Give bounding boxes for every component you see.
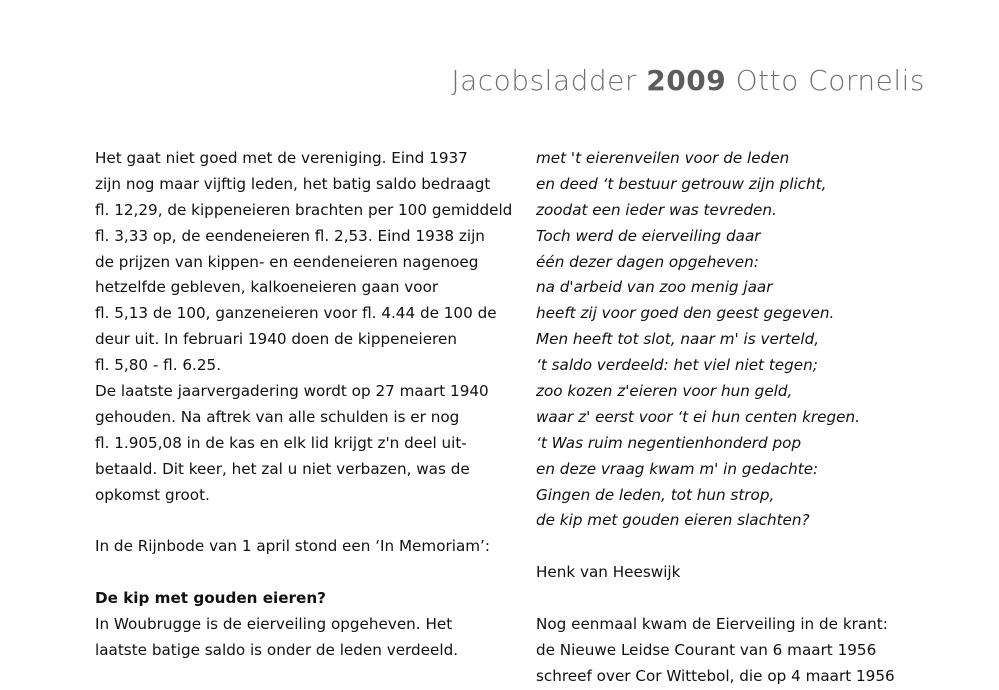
spacer (536, 534, 956, 560)
text-line: hetzelfde gebleven, kalkoeneieren gaan voor (95, 278, 439, 297)
spacer (95, 508, 495, 534)
text-line: betaald. Dit keer, het zal u niet verbazen, was de (95, 459, 470, 478)
poem-line: met 't eierenveilen voor de leden (536, 149, 790, 167)
poem-line: zoo kozen z'eieren voor hun geld, (536, 382, 793, 401)
poem-line: en deze vraag kwam m' in gedachte: (536, 459, 819, 478)
text-line: zijn nog maar vijftig leden, het batig saldo bedraagt (95, 174, 491, 193)
header-year: 2009 (646, 64, 727, 97)
paragraph-article (95, 612, 495, 664)
text-line: fl. 1.905,08 in de kas en elk lid krijgt z'n deel uit- (95, 433, 467, 452)
text-line: fl. 12,29, de kippeneieren brachten per 100 gemiddeld (95, 200, 513, 219)
text-line: In Woubrugge is de eierveiling opgeheven. Het (95, 615, 453, 634)
text-line: schreef over Cor Wittebol, die op 4 maart 1956 (536, 666, 895, 685)
poem-line: heeft zij voor goed den geest gegeven. (536, 304, 835, 323)
paragraph-newspaper (536, 612, 956, 690)
header-title: Jacobsladder (451, 64, 637, 97)
spacer (536, 586, 956, 612)
poem-signature: Henk van Heeswijk (536, 563, 681, 582)
poem-line: Men heeft tot slot, naar m' is verteld, (536, 330, 820, 349)
poem (536, 146, 956, 534)
poem-line: de kip met gouden eieren slachten? (536, 511, 810, 530)
article-heading: De kip met gouden eieren? (95, 589, 326, 608)
spacer (95, 560, 495, 586)
text-line: De laatste jaarvergadering wordt op 27 maart 1940 (95, 382, 489, 401)
text-line: Nog eenmaal kwam de Eierveiling in de krant: (536, 615, 888, 634)
page-header (451, 64, 925, 97)
text-line: opkomst groot. (95, 485, 210, 504)
poem-line: ‘t Was ruim negentienhonderd pop (536, 433, 802, 452)
text-line: gehouden. Na aftrek van alle schulden is er nog (95, 407, 460, 426)
text-line: fl. 5,80 - fl. 6.25. (95, 356, 222, 375)
header-author: Otto Cornelis (735, 64, 925, 97)
poem-line: zoodat een ieder was tevreden. (536, 200, 777, 219)
poem-line: ‘t saldo verdeeld: het viel niet tegen; (536, 356, 818, 375)
poem-line: Toch werd de eierveiling daar (536, 226, 761, 245)
text-line: Het gaat niet goed met de vereniging. Eind 1937 (95, 149, 468, 167)
poem-line: en deed ‘t bestuur getrouw zijn plicht, (536, 174, 827, 193)
text-line: laatste batige saldo is onder de leden verdeeld. (95, 640, 459, 659)
poem-line: waar z' eerst voor ‘t ei hun centen kregen. (536, 407, 860, 426)
text-line: fl. 5,13 de 100, ganzeneieren voor fl. 4.44 de 100 de (95, 304, 497, 323)
poem-line: één dezer dagen opgeheven: (536, 252, 759, 271)
text-line: de prijzen van kippen- en eendeneieren nagenoeg (95, 252, 479, 271)
poem-line: Gingen de leden, tot hun strop, (536, 485, 775, 504)
text-line: deur uit. In februari 1940 doen de kippeneieren (95, 330, 457, 349)
poem-line: na d'arbeid van zoo menig jaar (536, 278, 773, 297)
text-line: de Nieuwe Leidse Courant van 6 maart 1956 (536, 640, 877, 659)
paragraph-history (95, 146, 513, 508)
paragraph-rijnbode: In de Rijnbode van 1 april stond een ‘In Memoriam’: (95, 537, 491, 556)
left-column (95, 146, 513, 664)
text-line: fl. 3,33 op, de eendeneieren fl. 2,53. Eind 1938 zijn (95, 226, 485, 245)
right-column (536, 146, 956, 690)
